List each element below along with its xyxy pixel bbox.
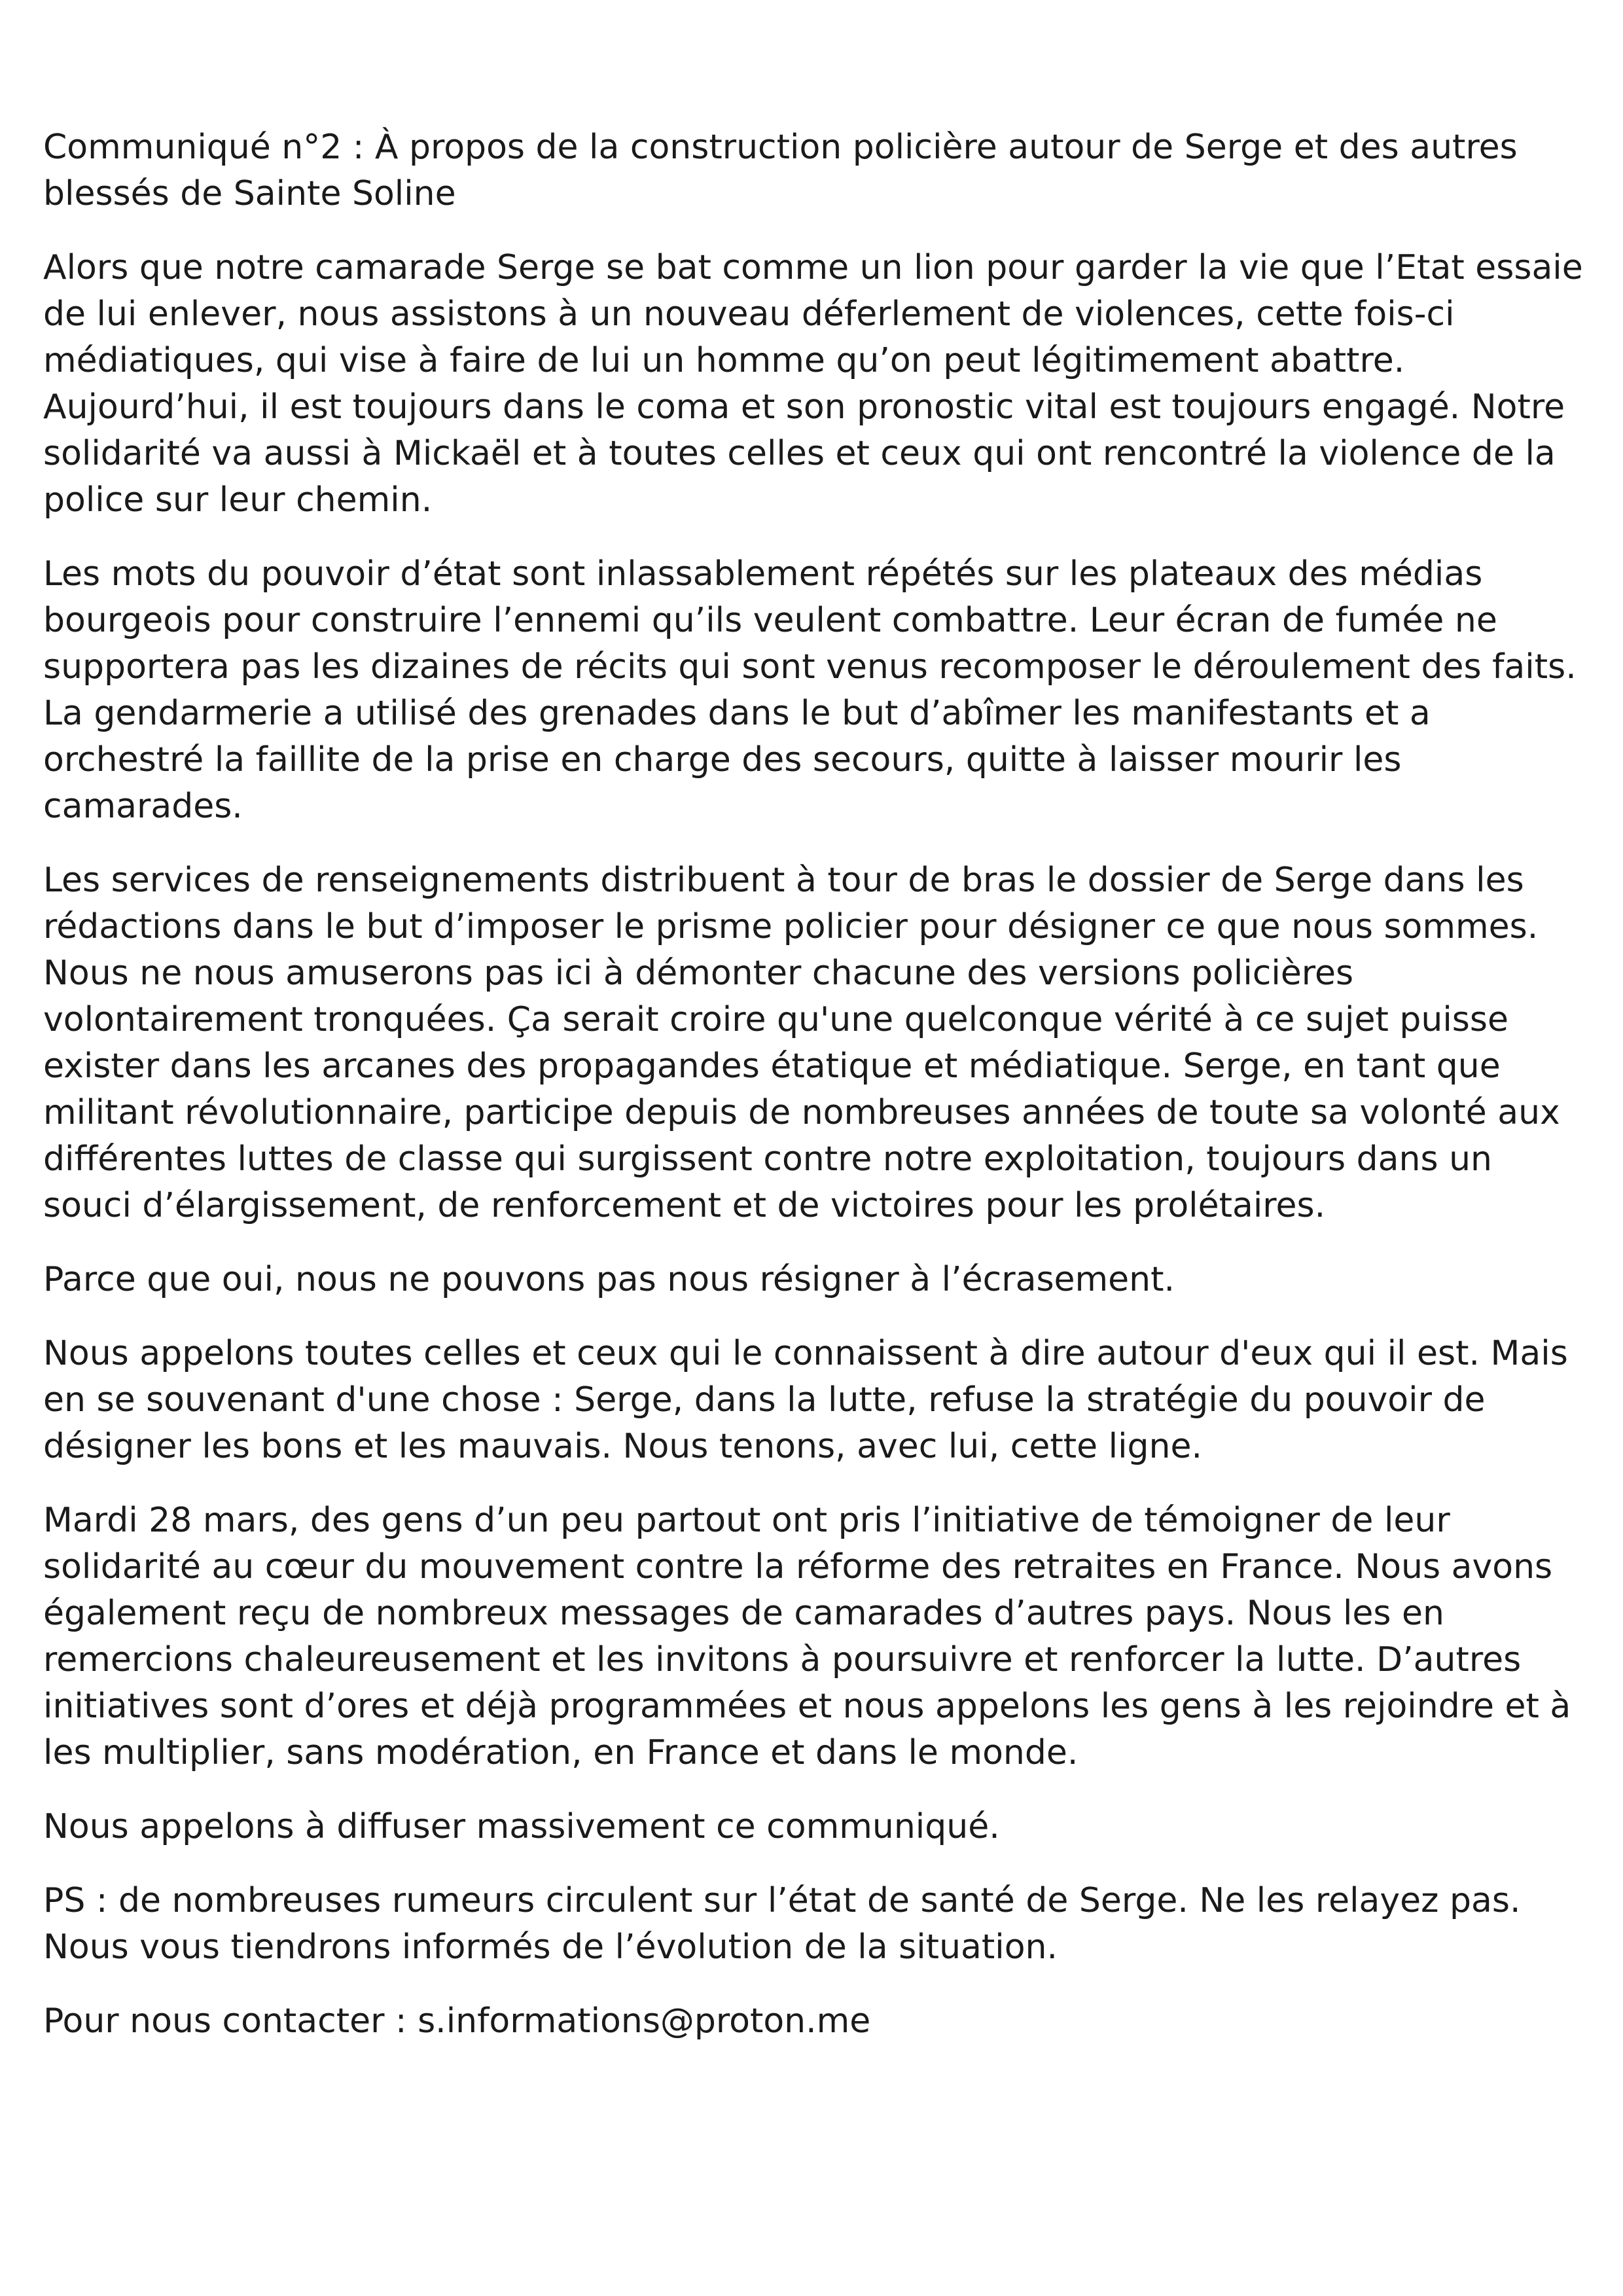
paragraph-call-to-speak: Nous appelons toutes celles et ceux qui le connaissent à dire autour d'eux qui il est. Mais en se souvenant d'une chose : Serge, dans la lutte, refuse la stratégie du pouvoir de désigner les bons et les mauvais. Nous tenons, avec lui, cette ligne. — [43, 1334, 1568, 1466]
document-page — [43, 124, 1588, 2072]
paragraph-solidarity-march: Mardi 28 mars, des gens d’un peu partout ont pris l’initiative de témoigner de leur solidarité au cœur du mouvement contre la réforme des retraites en France. Nous avons également reçu de nombreux messages de camarades d’autres pays. Nous les en remercions chaleureusement et les invitons à poursuivre et renforcer la lutte. D’autres initiatives sont d’ores et déjà programmées et nous appelons les gens à les rejoindre et à les multiplier, sans modération, en France et dans le monde. — [43, 1501, 1571, 1772]
paragraph-serge-condition: Alors que notre camarade Serge se bat comme un lion pour garder la vie que l’Etat essaie de lui enlever, nous assistons à un nouveau déferlement de violences, cette fois-ci médiatiques, qui vise à faire de lui un homme qu’on peut légitimement abattre. Aujourd’hui, il est toujours dans le coma et son pronostic vital est toujours engagé. Notre solidarité va aussi à Mickaël et à toutes celles et ceux qui ont rencontré la violence de la police sur leur chemin. — [43, 248, 1583, 520]
paragraph-contact: Pour nous contacter : s.informations@proton.me — [43, 2001, 871, 2041]
paragraph-state-words: Les mots du pouvoir d’état sont inlassablement répétés sur les plateaux des médias bourgeois pour construire l’ennemi qu’ils veulent combattre. Leur écran de fumée ne supportera pas les dizaines de récits qui sont venus recomposer le déroulement des faits. La gendarmerie a utilisé des grenades dans le but d’abîmer les manifestants et a orchestré la faillite de la prise en charge des secours, quitte à laisser mourir les camarades. — [43, 554, 1577, 826]
paragraph-no-resignation: Parce que oui, nous ne pouvons pas nous résigner à l’écrasement. — [43, 1260, 1175, 1299]
paragraph-postscript: PS : de nombreuses rumeurs circulent sur l’état de santé de Serge. Ne les relayez pas. Nous vous tiendrons informés de l’évolution de la situation. — [43, 1881, 1521, 1967]
document-title: Communiqué n°2 : À propos de la construction policière autour de Serge et des autres blessés de Sainte Soline — [43, 128, 1518, 213]
paragraph-diffuse: Nous appelons à diffuser massivement ce communiqué. — [43, 1807, 1000, 1846]
paragraph-intelligence-services: Les services de renseignements distribuent à tour de bras le dossier de Serge dans les rédactions dans le but d’imposer le prisme policier pour désigner ce que nous sommes. Nous ne nous amuserons pas ici à démonter chacune des versions policières volontairement tronquées. Ça serait croire qu'une quelconque vérité à ce sujet puisse exister dans les arcanes des propagandes étatique et médiatique. Serge, en tant que militant révolutionnaire, participe depuis de nombreuses années de toute sa volonté aux différentes luttes de classe qui surgissent contre notre exploitation, toujours dans un souci d’élargissement, de renforcement et de victoires pour les prolétaires. — [43, 861, 1560, 1225]
